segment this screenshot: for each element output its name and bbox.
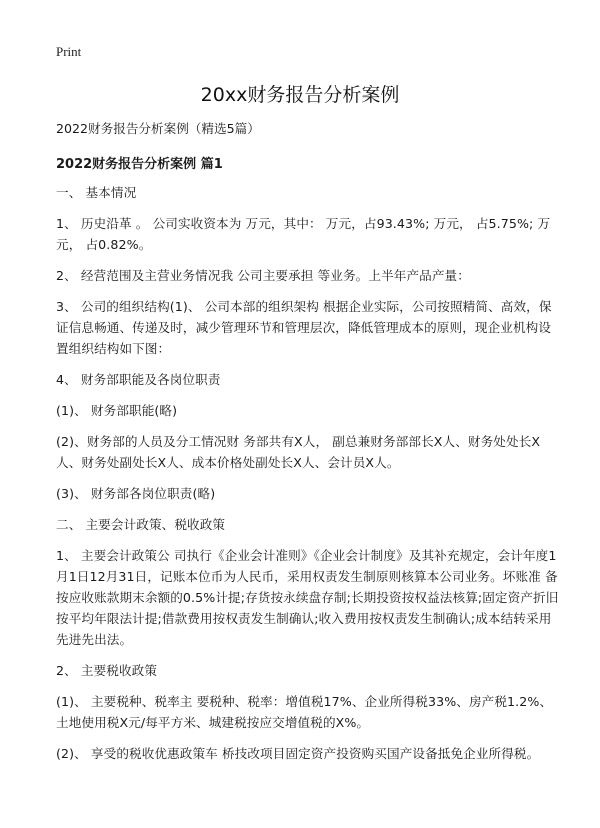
paragraph-finance-positions: (3)、 财务部各岗位职责(略) [56, 486, 216, 501]
heading-basic-info: 一、 基本情况 [56, 185, 137, 200]
heading-policies: 二、 主要会计政策、税收政策 [56, 517, 226, 532]
paragraph-accounting-policy: 1、 主要会计政策公 司执行《企业会计准则》《企业会计制度》及其补充规定，会计年度1月1日12月31日，记账本位币为人民币，采用权责发生制原则核算本公司业务。坏账准 备按应收账款期末余额的0.5%计提;存货按永续盘存制;长期投资按权益法核算;固定资产折旧按平均年限法计提;借款费用按权责发生制确认;收入费用按权责发生制确认;成本结转采用先进先出法。 [56, 548, 559, 647]
document-title: 20xx财务报告分析案例 [200, 84, 400, 106]
paragraph-tax-incentives: (2)、 享受的税收优惠政策车 桥技改项目固定资产投资购买国产设备抵免企业所得税。 [56, 746, 540, 761]
paragraph-finance-function: (1)、 财务部职能(略) [56, 403, 178, 418]
paragraph-tax-rates: (1)、 主要税种、税率主 要税种、税率：增值税17%、企业所得税33%、房产税1.2%、土地使用税X元/每平方米、城建税按应交增值税的X%。 [56, 694, 553, 730]
heading-finance-duties: 4、 财务部职能及各岗位职责 [56, 372, 221, 387]
document-subtitle: 2022财务报告分析案例（精选5篇） [56, 121, 260, 136]
paragraph-history: 1、 历史沿革 。 公司实收资本为 万元，其中： 万元，占93.43%; 万元， 占5.75%; 万元， 占0.82%。 [56, 216, 551, 252]
paragraph-business-scope: 2、 经营范围及主营业务情况我 公司主要承担 等业务。上半年产品产量： [56, 268, 470, 283]
paragraph-finance-staff: (2)、财务部的人员及分工情况财 务部共有X人， 副总兼财务部部长X人、财务处处长X人、财务处副处长X人、成本价格处副处长X人、会计员X人。 [56, 434, 541, 470]
document-body [56, 118, 562, 774]
section-heading: 2022财务报告分析案例 篇1 [56, 157, 223, 172]
print-label[interactable]: Print [56, 44, 82, 59]
heading-tax-policy: 2、 主要税收政策 [56, 663, 158, 678]
paragraph-org-structure: 3、 公司的组织结构(1)、 公司本部的组织架构 根据企业实际，公司按照精简、高效，保证信息畅通、传递及时，减少管理环节和管理层次，降低管理成本的原则，现企业机构设置组织结构如下图： [56, 299, 552, 356]
